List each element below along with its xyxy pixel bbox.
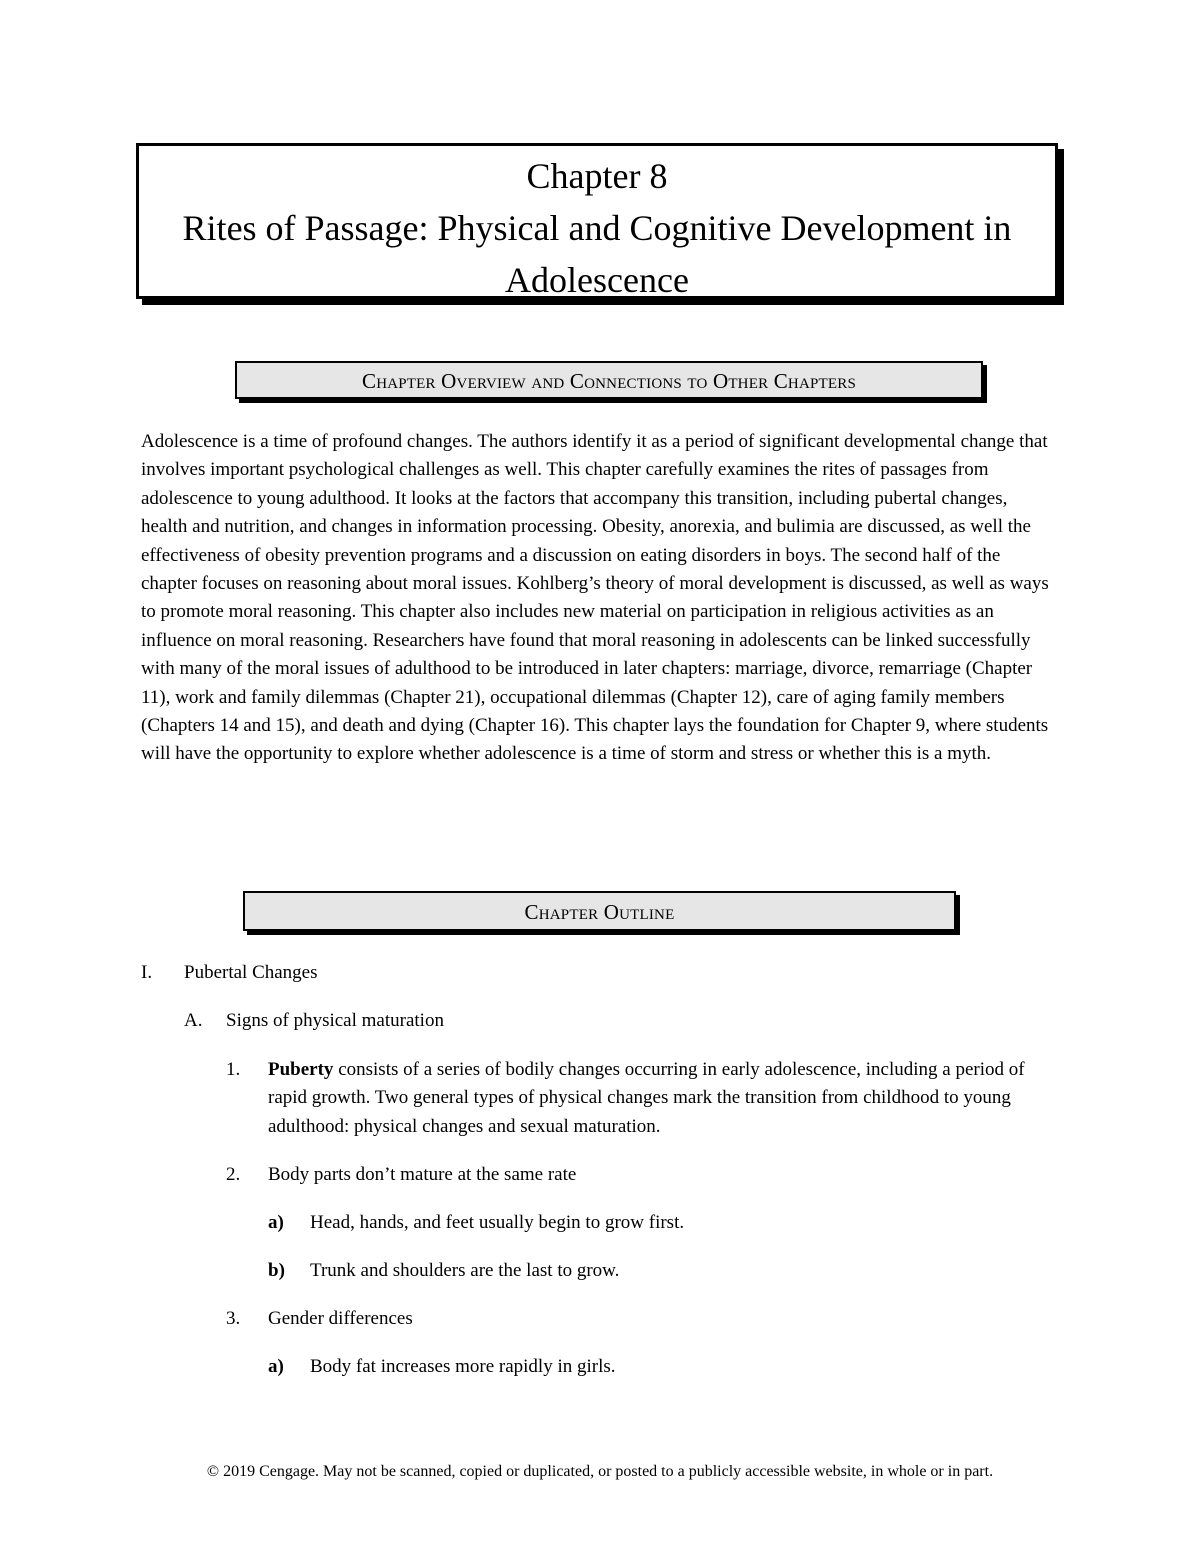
outline-text: Gender differences	[268, 1308, 413, 1329]
outline-text	[268, 1056, 1053, 1141]
puberty-definition: consists of a series of bodily changes occurring in early adolescence, including a period of rapid growth. Two general types of physical changes mark the transition from childhood to young adulthood: physical changes and sexual maturation.	[268, 1059, 1025, 1137]
outline-marker: a)	[268, 1212, 284, 1233]
copyright-footer: © 2019 Cengage. May not be scanned, copied or duplicated, or posted to a publicly accessible website, in whole or in part.	[206, 1463, 994, 1480]
outline-text: Trunk and shoulders are the last to grow.	[310, 1260, 620, 1281]
outline-marker: 3.	[226, 1308, 241, 1329]
outline-text: Signs of physical maturation	[226, 1010, 444, 1031]
overview-paragraph: Adolescence is a time of profound changes. The authors identify it as a period of significant developmental change that involves important psychological challenges as well. This chapter carefully examines the rites of passages from adolescence to young adulthood. It looks at the factors that accompany this transition, including pubertal changes, health and nutrition, and changes in information processing. Obesity, anorexia, and bulimia are discussed, as well the effectiveness of obesity prevention programs and a discussion on eating disorders in boys. The second half of the chapter focuses on reasoning about moral issues. Kohlberg’s theory of moral development is discussed, as well as ways to promote moral reasoning. This chapter also includes new material on participation in religious activities as an influence on moral reasoning. Researchers have found that moral reasoning in adolescents can be linked successfully with many of the moral issues of adulthood to be introduced in later chapters: marriage, divorce, remarriage (Chapter 11), work and family dilemmas (Chapter 21), occupational dilemmas (Chapter 12), care of aging family members (Chapters 14 and 15), and death and dying (Chapter 16). This chapter lays the foundation for Chapter 9, where students will have the opportunity to explore whether adolescence is a time of storm and stress or whether this is a myth.	[141, 431, 1049, 765]
overview-heading-box	[235, 361, 983, 399]
outline-text: Pubertal Changes	[184, 962, 318, 983]
puberty-term: Puberty	[268, 1059, 334, 1080]
chapter-title-line-1: Rites of Passage: Physical and Cognitive Development in	[182, 208, 1012, 248]
outline-text: Head, hands, and feet usually begin to grow first.	[310, 1212, 685, 1233]
chapter-title-box	[136, 143, 1058, 299]
outline-text: Body parts don’t mature at the same rate	[268, 1164, 577, 1185]
outline-marker: 1.	[226, 1059, 241, 1080]
outline-marker: A.	[184, 1010, 203, 1031]
chapter-title-line-2: Adolescence	[505, 260, 689, 300]
outline-marker: 2.	[226, 1164, 241, 1185]
chapter-number: Chapter 8	[526, 156, 668, 196]
outline-marker: b)	[268, 1260, 285, 1281]
overview-heading: Chapter Overview and Connections to Other Chapters	[361, 369, 857, 393]
outline-heading-box	[243, 891, 956, 931]
outline-text: Body fat increases more rapidly in girls.	[310, 1356, 616, 1377]
outline-marker: a)	[268, 1356, 284, 1377]
outline-marker: I.	[141, 962, 153, 983]
outline-heading: Chapter Outline	[524, 900, 675, 924]
